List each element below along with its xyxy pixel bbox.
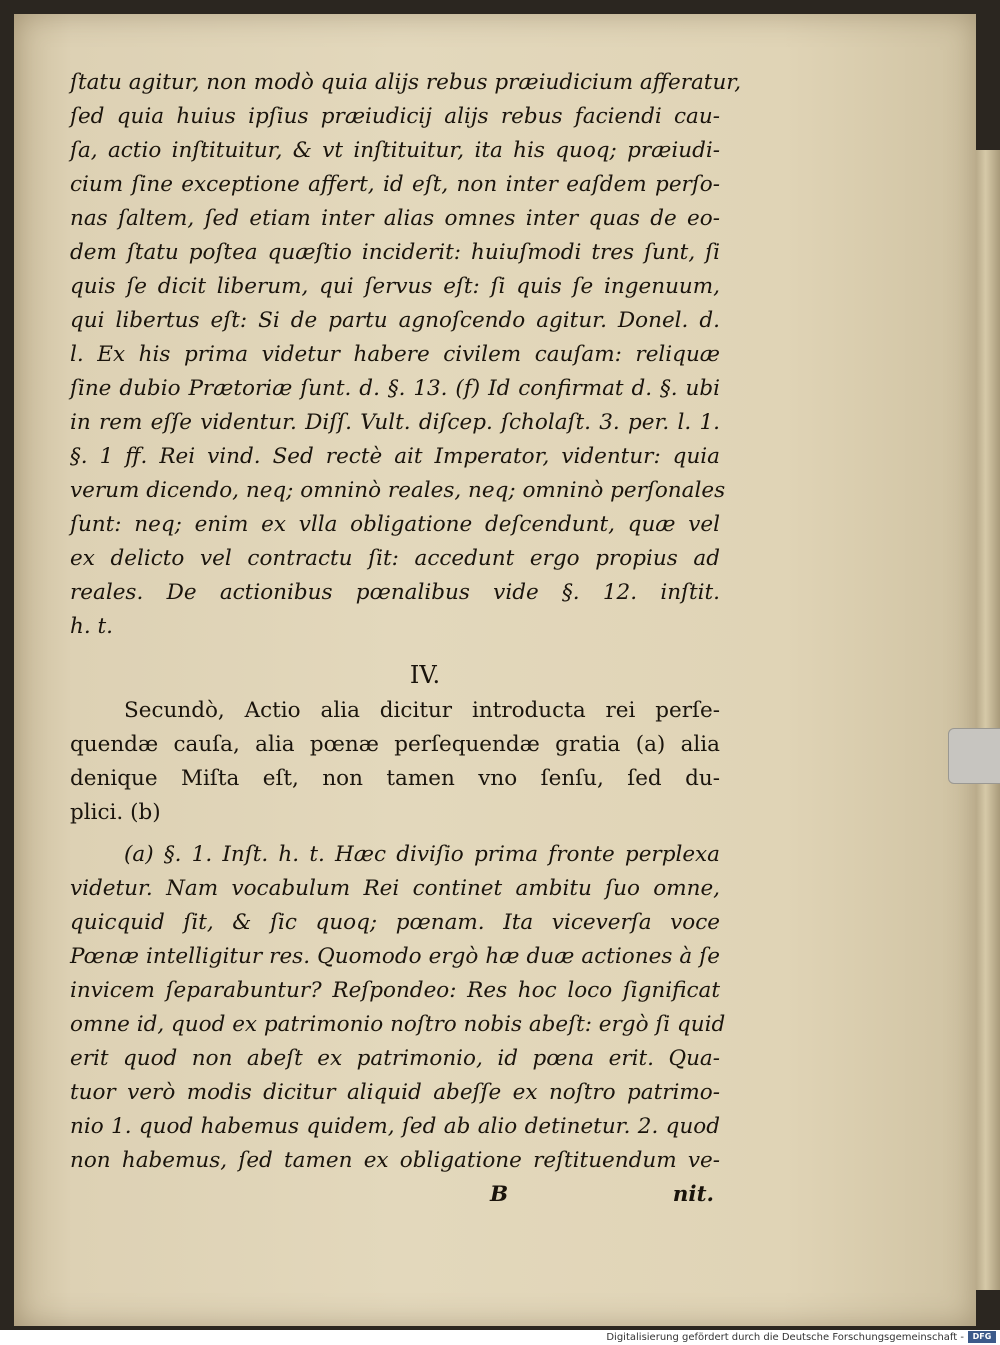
- text-section-top: [70, 66, 742, 644]
- page-edge: [976, 150, 1000, 1290]
- text-line: plici. (b): [70, 800, 161, 825]
- text-line: Pœnæ intelligitur res. Quomodo ergò hæ duæ actiones à ſe: [70, 944, 720, 969]
- text-line: tuor verò modis dicitur aliquid abeſſe ex noſtro patrimo-: [70, 1080, 720, 1105]
- text-line: ſtatu agitur, non modò quia alijs rebus præiudicium afferatur,: [70, 70, 742, 95]
- text-line: non habemus, ſed tamen ex obligatione reſtituendum ve-: [70, 1148, 720, 1173]
- text-line: cium ſine exceptione affert, id eſt, non inter eaſdem perſo-: [70, 172, 720, 197]
- text-line: l. Ex his prima videtur habere civilem cauſam: reliquæ: [70, 342, 720, 367]
- text-line: §. 1 ff. Rei vind. Sed rectè ait Imperator, videntur: quia: [70, 444, 720, 469]
- text-line: ſed quia huius ipſius præiudicij alijs rebus faciendi cau-: [70, 104, 720, 129]
- scanner-clip: [948, 728, 1000, 784]
- text-line: omne id, quod ex patrimonio noſtro nobis abeſt: ergò ſi quid: [70, 1012, 726, 1037]
- text-line: ſunt: neq; enim ex vlla obligatione deſcendunt, quæ vel: [70, 512, 720, 537]
- text-line: in rem eſſe videntur. Diſſ. Vult. diſcep. ſcholaſt. 3. per. l. 1.: [70, 410, 720, 435]
- text-line: reales. De actionibus pœnalibus vide §. 12. inſtit.: [70, 580, 720, 605]
- dfg-logo: DFG: [968, 1331, 996, 1343]
- text-line: ſine dubio Prætoriæ ſunt. d. §. 13. (f) Id confirmat d. §. ubi: [70, 376, 720, 401]
- text-line: invicem ſeparabuntur? Reſpondeo: Res hoc loco ſignificat: [70, 978, 720, 1003]
- text-line: ex delicto vel contractu ſit: accedunt ergo propius ad: [70, 546, 720, 571]
- signature-mark: B: [490, 1182, 509, 1207]
- text-line: quis ſe dicit liberum, qui ſervus eſt: ſi quis ſe ingenuum,: [70, 274, 720, 299]
- section-heading: IV.: [409, 661, 441, 689]
- page-footer-marks: [70, 1178, 720, 1212]
- text-line: qui libertus eſt: Si de partu agnoſcendo agitur. Donel. d.: [70, 308, 720, 333]
- text-line: nio 1. quod habemus quidem, ſed ab alio detinetur. 2. quod: [70, 1114, 720, 1139]
- text-line: quendæ cauſa, alia pœnæ perſequendæ gratia (a) alia: [70, 732, 720, 757]
- text-line: erit quod non abeſt ex patrimonio, id pœna erit. Qua-: [70, 1046, 720, 1071]
- text-line: Secundò, Actio alia dicitur introducta rei perſe-: [124, 698, 720, 723]
- text-line: quicquid ſit, & ſic quoq; pœnam. Ita viceverſa voce: [70, 910, 720, 935]
- catchword: nit.: [672, 1182, 714, 1207]
- text-section-main: [70, 694, 720, 830]
- footer-text: Digitalisierung gefördert durch die Deutsche Forschungsgemeinschaft -: [606, 1332, 964, 1343]
- footer-bar: [0, 1330, 1000, 1345]
- page-text: [70, 66, 742, 1212]
- text-line: ſa, actio inſtituitur, & vt inſtituitur, ita his quoq; præiudi-: [70, 138, 720, 163]
- text-line: denique Miſta eſt, non tamen vno ſenſu, ſed du-: [70, 766, 720, 791]
- text-line: verum dicendo, neq; omninò reales, neq; omninò perſonales: [70, 478, 726, 503]
- text-line: (a) §. 1. Inſt. h. t. Hæc diviſio prima fronte perplexa: [124, 842, 720, 867]
- text-line: h. t.: [70, 614, 113, 639]
- text-line: videtur. Nam vocabulum Rei continet ambitu ſuo omne,: [70, 876, 720, 901]
- text-line: nas ſaltem, ſed etiam inter alias omnes inter quas de eo-: [70, 206, 720, 231]
- text-line: dem ſtatu poſtea quæſtio inciderit: huiuſmodi tres ſunt, ſi: [70, 240, 720, 265]
- text-section-note: [70, 838, 726, 1178]
